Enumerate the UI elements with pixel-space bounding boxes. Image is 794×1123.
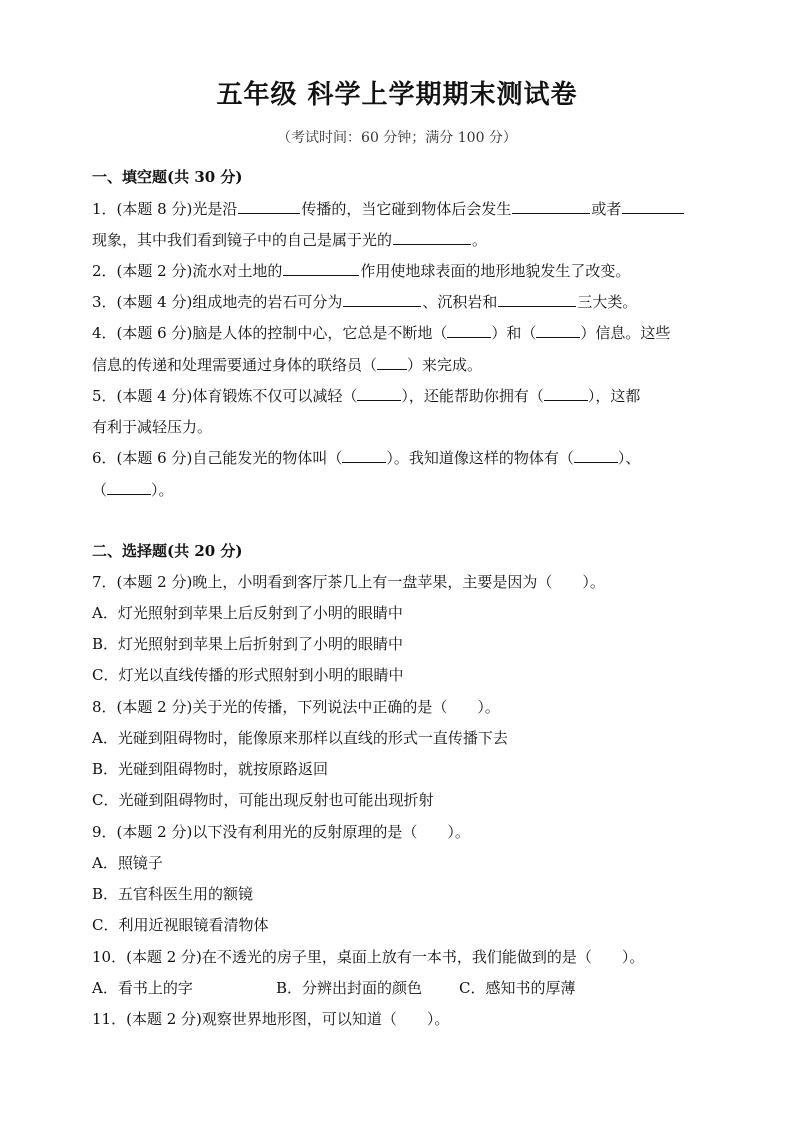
- q6-text-a: 6．(本题 6 分)自己能发光的物体叫（: [92, 449, 343, 467]
- q6-text-b: ）。我知道像这样的物体有（: [386, 449, 574, 467]
- q1-text-c: 或者: [591, 200, 622, 218]
- q1-blank-2[interactable]: [512, 198, 590, 214]
- q2-text-b: 作用使地球表面的地形地貌发生了改变。: [360, 262, 631, 280]
- question-10-option-c[interactable]: C．感知书的厚薄: [459, 979, 576, 997]
- q4-blank-2[interactable]: [536, 323, 580, 338]
- q4-blank-3[interactable]: [377, 355, 407, 370]
- q5-blank-1[interactable]: [357, 386, 401, 401]
- exam-title: 五年级 科学上学期期末测试卷: [216, 80, 578, 110]
- q1-text-e: 。: [472, 231, 488, 249]
- q1-blank-1[interactable]: [238, 198, 300, 214]
- question-1-line-1: [92, 198, 685, 219]
- section-heading-fill-in: 一、填空题(共 30 分): [92, 168, 243, 186]
- question-9-stem: 9．(本题 2 分)以下没有利用光的反射原理的是（ ）。: [92, 823, 470, 841]
- q4-blank-1[interactable]: [447, 323, 491, 338]
- q3-text-a: 3．(本题 4 分)组成地壳的岩石可分为: [92, 293, 343, 311]
- q6-blank-1[interactable]: [342, 448, 386, 463]
- q3-text-b: 、沉积岩和: [422, 293, 498, 311]
- question-7-option-b[interactable]: B．灯光照射到苹果上后折射到了小明的眼睛中: [92, 635, 404, 653]
- q5-text-c: ），这都: [587, 387, 641, 405]
- question-11-stem: 11．(本题 2 分)观察世界地形图，可以知道（ ）。: [92, 1010, 450, 1028]
- question-10-option-b[interactable]: B．分辨出封面的颜色: [276, 979, 423, 997]
- question-4-line-1: [92, 322, 670, 343]
- exam-subtitle: （考试时间：60 分钟；满分 100 分）: [277, 130, 517, 146]
- question-7-option-a[interactable]: A．灯光照射到苹果上后反射到了小明的眼睛中: [92, 604, 403, 622]
- q2-blank-1[interactable]: [283, 260, 359, 276]
- q6-text-e: ）。: [151, 481, 174, 499]
- question-10-option-a[interactable]: A．看书上的字: [92, 979, 193, 997]
- q6-blank-2[interactable]: [574, 448, 618, 463]
- question-10-stem: 10．(本题 2 分)在不透光的房子里，桌面上放有一本书，我们能做到的是（ ）。: [92, 948, 645, 966]
- question-9-option-a[interactable]: A．照镜子: [92, 854, 163, 872]
- q3-blank-2[interactable]: [498, 291, 576, 307]
- question-2: [92, 260, 630, 281]
- question-3: [92, 291, 637, 312]
- q1-text-b: 传播的，当它碰到物体后会发生: [301, 200, 512, 218]
- question-6-line-2: [92, 479, 174, 500]
- q5-text-b: ），还能帮助你拥有（: [401, 387, 544, 405]
- question-5-line-2: [92, 416, 212, 437]
- q5-text-d: 有利于减轻压力。: [92, 418, 213, 436]
- q1-blank-4[interactable]: [393, 229, 471, 245]
- q1-blank-3[interactable]: [622, 198, 684, 214]
- q4-text-d: 信息的传递和处理需要通过身体的联络员（: [92, 356, 378, 374]
- question-9-option-c[interactable]: C．利用近视眼镜看清物体: [92, 916, 269, 934]
- question-10-options: [92, 977, 712, 998]
- question-9-option-b[interactable]: B．五官科医生用的额镜: [92, 885, 254, 903]
- question-8-option-c[interactable]: C．光碰到阻碍物时，可能出现反射也可能出现折射: [92, 791, 434, 809]
- question-5-line-1: [92, 385, 640, 406]
- q4-text-a: 4．(本题 6 分)脑是人体的控制中心，它总是不断地（: [92, 324, 448, 342]
- q5-blank-2[interactable]: [544, 386, 588, 401]
- q3-text-c: 三大类。: [577, 293, 638, 311]
- q5-text-a: 5．(本题 4 分)体育锻炼不仅可以减轻（: [92, 387, 358, 405]
- q4-text-b: ）和（: [491, 324, 537, 342]
- question-8-option-b[interactable]: B．光碰到阻碍物时，就按原路返回: [92, 760, 329, 778]
- q4-text-c: ）信息。这些: [580, 324, 671, 342]
- q2-text-a: 2．(本题 2 分)流水对土地的: [92, 262, 283, 280]
- q1-text-d: 现象，其中我们看到镜子中的自己是属于光的: [92, 231, 393, 249]
- question-8-option-a[interactable]: A．光碰到阻碍物时，能像原来那样以直线的形式一直传播下去: [92, 729, 508, 747]
- question-4-line-2: [92, 354, 482, 375]
- q4-text-e: ）来完成。: [407, 356, 483, 374]
- q1-text-a: 1．(本题 8 分)光是沿: [92, 200, 238, 218]
- section-heading-multiple-choice: 二、选择题(共 20 分): [92, 542, 243, 560]
- question-6-line-1: [92, 447, 640, 468]
- q6-blank-3[interactable]: [107, 480, 151, 495]
- question-8-stem: 8．(本题 2 分)关于光的传播，下列说法中正确的是（ ）。: [92, 698, 500, 716]
- q3-blank-1[interactable]: [343, 291, 421, 307]
- q6-text-c: ）、: [617, 449, 641, 467]
- question-1-line-2: [92, 229, 487, 250]
- q6-text-d: （: [92, 481, 108, 499]
- question-7-option-c[interactable]: C．灯光以直线传播的形式照射到小明的眼睛中: [92, 666, 404, 684]
- question-7-stem: 7．(本题 2 分)晚上，小明看到客厅茶几上有一盘苹果，主要是因为（ ）。: [92, 573, 605, 591]
